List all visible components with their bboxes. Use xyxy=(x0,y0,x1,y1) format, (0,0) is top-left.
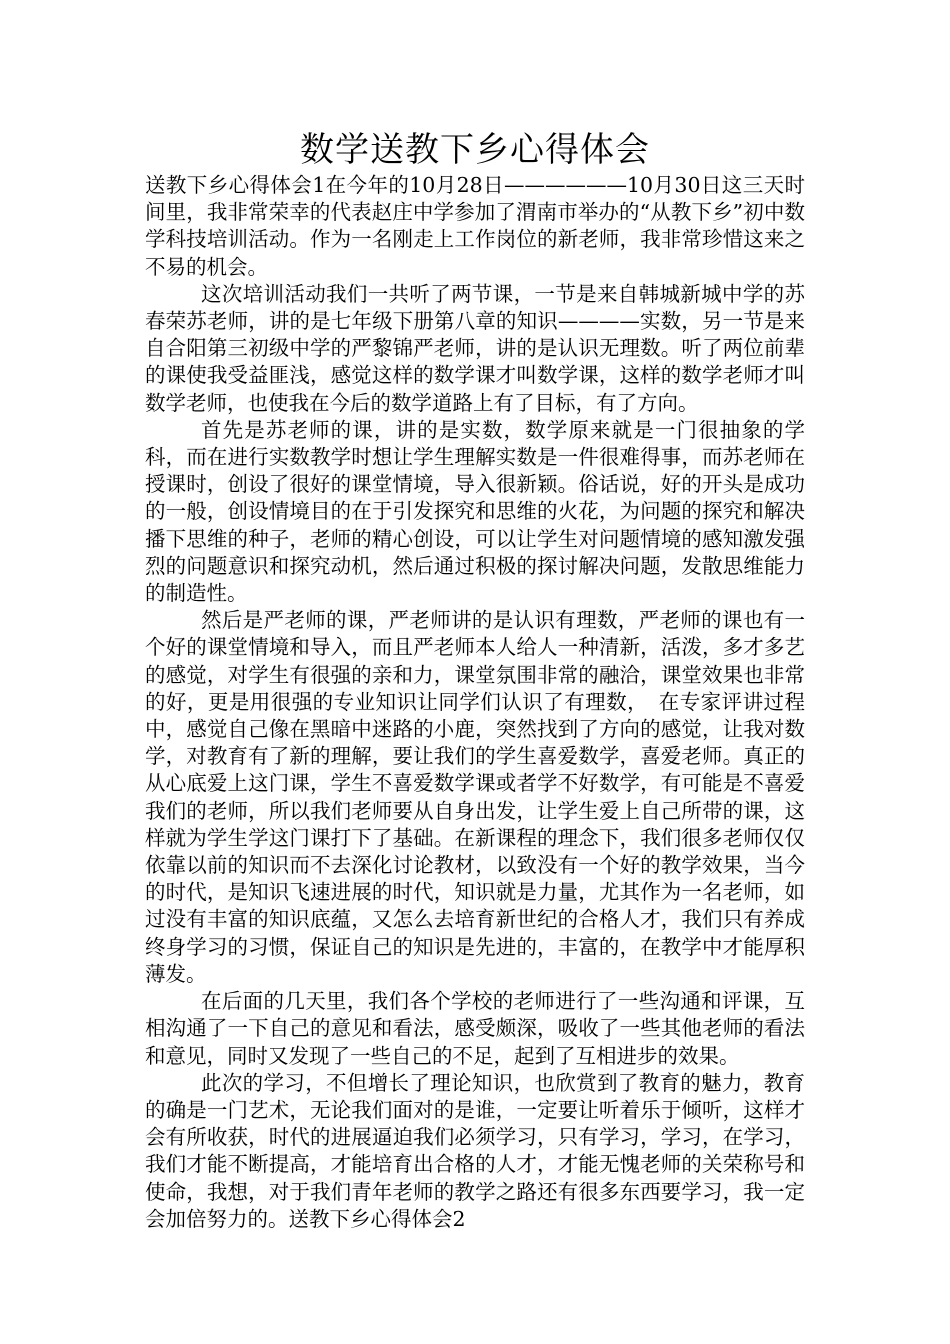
paragraph-5: 在后面的几天里，我们各个学校的老师进行了一些沟通和评课，互相沟通了一下自己的意见和看法，感受颇深，吸收了一些其他老师的看法和意见，同时又发现了一些自己的不足，起到了互相进步的效果。 xyxy=(145,989,805,1068)
paragraph-6: 此次的学习，不但增长了理论知识，也欣赏到了教育的魅力，教育的确是一门艺术，无论我们面对的是谁，一定要让听着乐于倾听，这样才会有所收获，时代的进展逼迫我们必须学习，只有学习，学习，在学习，我们才能不断提高，才能培育出合格的人才，才能无愧老师的关荣称号和使命，我想，对于我们青年老师的教学之路还有很多东西要学习，我一定会加倍努力的。送教下乡心得体会2 xyxy=(145,1070,805,1231)
paragraph-1: 送教下乡心得体会1在今年的10月28日——————10月30日这三天时间里，我非常荣幸的代表赵庄中学参加了渭南市举办的“从教下乡”初中数学科技培训活动。作为一名刚走上工作岗位的新老师，我非常珍惜这来之不易的机会。 xyxy=(145,173,805,279)
page-title: 数学送教下乡心得体会 xyxy=(300,130,650,170)
paragraph-3: 首先是苏老师的课，讲的是实数，数学原来就是一门很抽象的学科，而在进行实数教学时想让学生理解实数是一件很难得事，而苏老师在授课时，创设了很好的课堂情境，导入很新颖。俗话说，好的开头是成功的一般，创设情境目的在于引发探究和思维的火花，为问题的探究和解决播下思维的种子，老师的精心创设，可以让学生对问题情境的感知激发强烈的问题意识和探究动机，然后通过积极的探讨解决问题，发散思维能力的制造性。 xyxy=(145,417,805,606)
document-body xyxy=(145,172,805,1233)
paragraph-4: 然后是严老师的课，严老师讲的是认识有理数，严老师的课也有一个好的课堂情境和导入，而且严老师本人给人一种清新，活泼，多才多艺的感觉，对学生有很强的亲和力，课堂氛围非常的融洽，课堂效果也非常的好，更是用很强的专业知识让同学们认识了有理数， 在专家评讲过程中，感觉自己像在黑暗中迷路的小鹿，突然找到了方向的感觉，让我对数学，对教育有了新的理解，要让我们的学生喜爱数学，喜爱老师。真正的从心底爱上这门课，学生不喜爱数学课或者学不好数学，有可能是不喜爱我们的老师，所以我们老师要从自身出发，让学生爱上自己所带的课，这样就为学生学这门课打下了基础。在新课程的理念下，我们很多老师仅仅依靠以前的知识而不去深化讨论教材，以致没有一个好的教学效果，当今的时代，是知识飞速进展的时代，知识就是力量，尤其作为一名老师，如过没有丰富的知识底蕴，又怎么去培育新世纪的合格人才，我们只有养成终身学习的习惯，保证自己的知识是先进的，丰富的，在教学中才能厚积薄发。 xyxy=(145,608,805,986)
paragraph-2: 这次培训活动我们一共听了两节课，一节是来自韩城新城中学的苏春荣苏老师，讲的是七年级下册第八章的知识————实数，另一节是来自合阳第三初级中学的严黎锦严老师，讲的是认识无理数。听了两位前辈的课使我受益匪浅，感觉这样的数学课才叫数学课，这样的数学老师才叫数学老师，也使我在今后的数学道路上有了目标，有了方向。 xyxy=(145,281,805,415)
